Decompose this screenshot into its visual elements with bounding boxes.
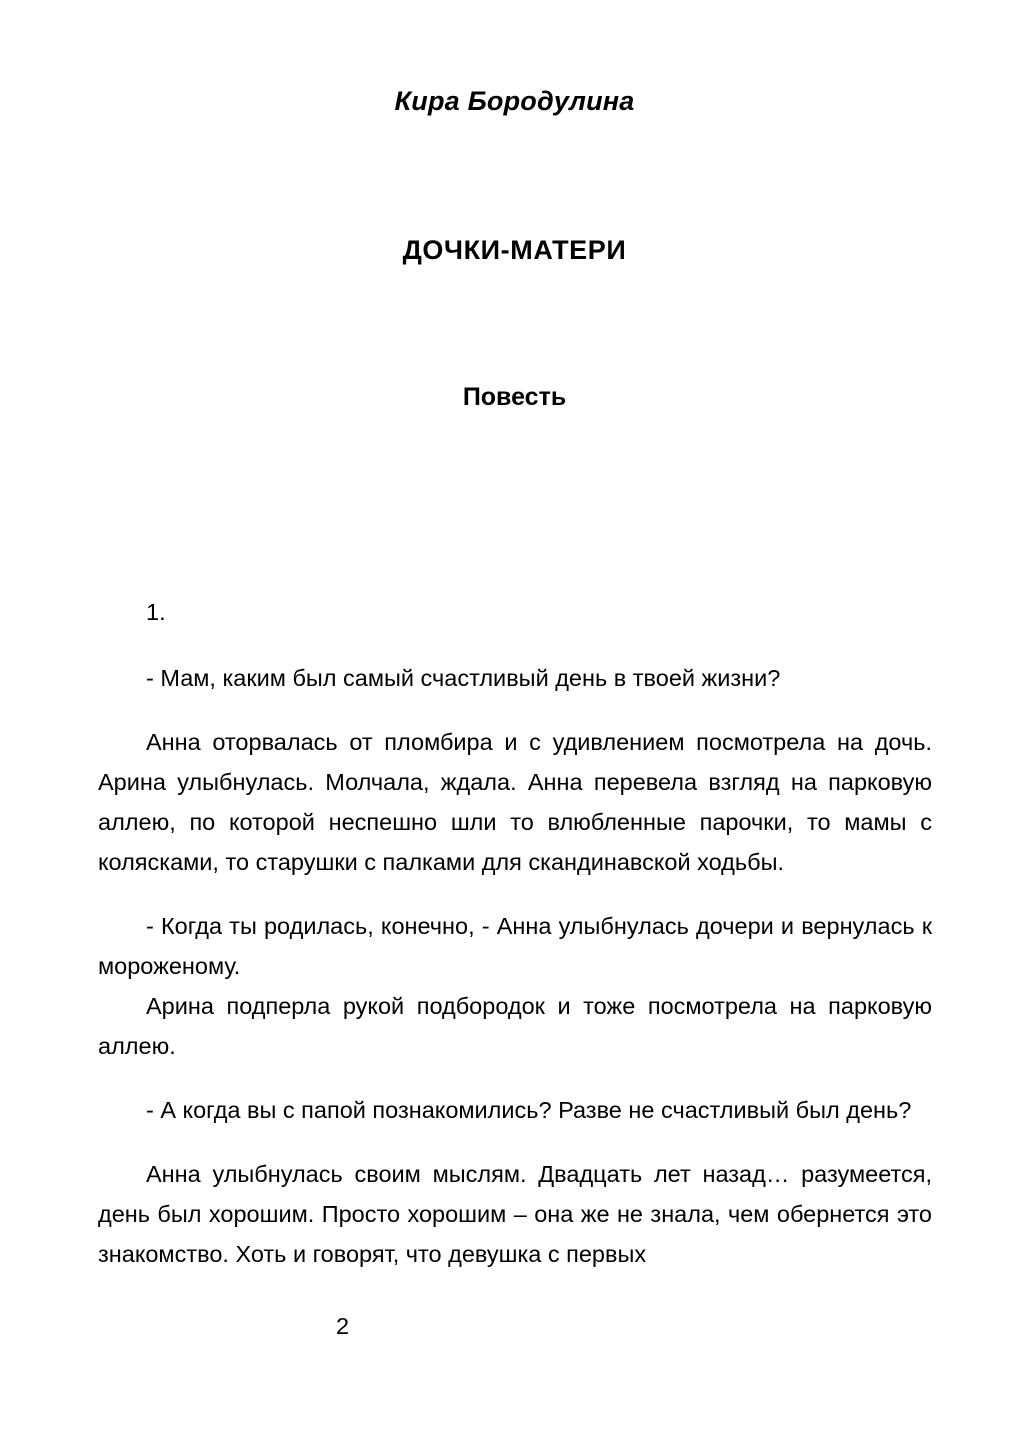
section-number: 1.	[146, 599, 166, 625]
paragraph-narration-arina: Арина подперла рукой подбородок и тоже посмотрела на парковую аллею.	[98, 993, 932, 1059]
author-name: Кира Бородулина	[394, 86, 635, 116]
document-subtitle: Повесть	[462, 383, 567, 411]
paragraph-dialogue-answer: - Когда ты родилась, конечно, - Анна улыбнулась дочери и вернулась к мороженому.	[98, 913, 932, 979]
paragraph-dialogue-papa: - А когда вы с папой познакомились? Разве не счастливый был день?	[146, 1097, 912, 1123]
body-text-column	[98, 592, 932, 1274]
paragraph-dialogue-question: - Мам, каким был самый счастливый день в твоей жизни?	[146, 665, 781, 691]
document-title: ДОЧКИ-МАТЕРИ	[402, 235, 627, 265]
paragraph-narration-park: Анна оторвалась от пломбира и с удивлением посмотрела на дочь. Арина улыбнулась. Молчала, ждала. Анна перевела взгляд на парковую аллею, по которой неспешно шли то влюбленные парочки, то мамы с колясками, то старушки с палками для скандинавской ходьбы.	[98, 729, 932, 875]
paragraph-narration-memory: Анна улыбнулась своим мыслям. Двадцать лет назад… разумеется, день был хорошим. Просто хорошим – она же не знала, чем обернется это знакомство. Хоть и говорят, что девушка с первых	[98, 1161, 932, 1267]
page-number: 2	[336, 1313, 350, 1339]
